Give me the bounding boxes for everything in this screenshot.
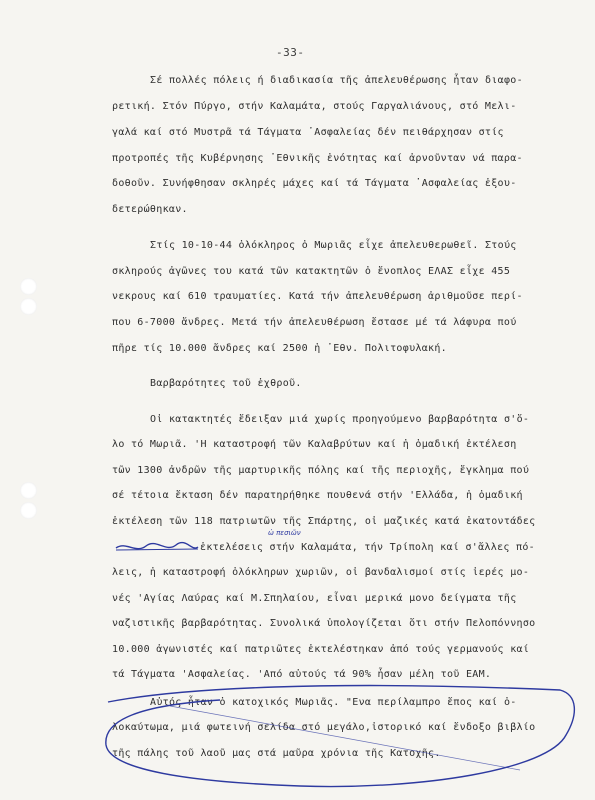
text-line: που 6-7000 ἄνδρες. Μετά τήν ἀπελευθέρωση ἔστασε μέ τά λάφυρα πού [112,317,517,328]
text-line: Στίς 10-10-44 ὁλόκληρος ὁ Μωριᾶς εἶχε ἀπελευθερωθεῖ. Στούς [150,240,517,251]
text-line: νές 'Αγίας Λαύρας καί Μ.Σπηλαίου, εἶναι μερικά μονο δείγματα τῆς [112,593,517,604]
text-line: λο τό Μωριᾶ. 'Η καταστροφή τῶν Καλαβρύτων καί ἡ ὁμαδική ἐκτέλεση [112,439,517,450]
text-line: Αὐτός ἦταν ὁ κατοχικός Μωριᾶς. "Ενα περίλαμπρο ἔπος καί ὁ- [150,697,517,708]
page-number: -33- [276,46,305,59]
text-line: δοθοῦν. Συνήφθησαν σκληρές μάχες καί τά Τάγματα ᾿Ασφαλείας ἐξου- [112,178,517,189]
text-line: σκληρούς ἀγῶνες του κατά τῶν κατακτητῶν ὁ ἔνοπλος ΕΛΑΣ εἶχε 455 [112,266,511,277]
text-line: 10.000 ἀγωνιστές καί πατριῶτες ἐκτελέστηκαν ἀπό τούς γερμανούς καί [112,644,530,655]
text-line: γαλά καί στό Μυστρᾶ τά Τάγματα ᾿Ασφαλείας δέν πειθάρχησαν στίς [112,127,504,138]
text-line: τῆς πάλης τοῦ λαοῦ μας στά μαῦρα χρόνια τῆς Κατοχῆς. [112,748,441,759]
text-line: πῆρε τίς 10.000 ἄνδρες καί 2500 ἡ ᾿Εθν. Πολιτοφυλακή. [112,343,447,354]
text-line: τῶν 1300 ἀνδρῶν τῆς μαρτυρικῆς πόλης καί τῆς περιοχῆς, ἔγκλημα πού [112,465,530,476]
text-line: λεις, ἡ καταστροφή ὁλόκληρων χωριῶν, οἱ βανδαλισμοί στίς ἱερές μο- [112,567,530,578]
text-line: ναζιστικῆς βαρβαρότητας. Συνολικά ὑπολογίζεται ὅτι στήν Πελοπόννησο [112,618,536,629]
text-line: δετερώθηκαν. [112,204,188,215]
text-line: τά Τάγματα 'Ασφαλείας. 'Από αὐτούς τά 90% ἦσαν μέλη τοῦ ΕΑΜ. [112,669,492,680]
text-line: λοκαύτωμα, μιά φωτεινή σελίδα στό μεγάλο,ἱστορικό καί ἔνδοξο βιβλίο [112,722,536,733]
handwritten-insert: ὠ πεσιῶν [268,529,301,537]
text-line: προτροπές τῆς Κυβέρνησης ᾿Εθνικῆς ἑνότητας καί ἀρνοῦνταν νά παρα- [112,153,523,164]
text-line: Σέ πολλές πόλεις ή διαδικασία τῆς ἀπελευθέρωσης ἦταν διαφο- [150,75,523,86]
text-line: ρετική. Στόν Πύργο, στήν Καλαμάτα, στούς Γαργαλιάνους, στό Μελι- [112,101,517,112]
text-line: νεκρους καί 610 τραυματίες. Κατά τήν ἀπελευθέρωση ἀριθμοῦσε περί- [112,291,523,302]
text-line: ἐκτέλεση τῶν 118 πατριωτῶν τῆς Σπάρτης, οἱ μαζικές κατά ἑκατοντάδες [112,516,536,527]
text-line: ἐκτελέσεις στήν Καλαμάτα, τήν Τρίπολη καί σ'ἄλλες πό- [200,542,535,553]
section-heading: Βαρβαρότητες τοῦ ἐχθροῦ. [150,378,302,389]
text-line: Οἱ κατακτητές ἔδειξαν μιά χωρίς προηγούμενο βαρβαρότητα σ'ὅ- [150,414,530,425]
text-line: σέ τέτοια ἔκταση δέν παρατηρήθηκε πουθενά στήν 'Ελλάδα, ἡ ὁμαδική [112,490,523,501]
